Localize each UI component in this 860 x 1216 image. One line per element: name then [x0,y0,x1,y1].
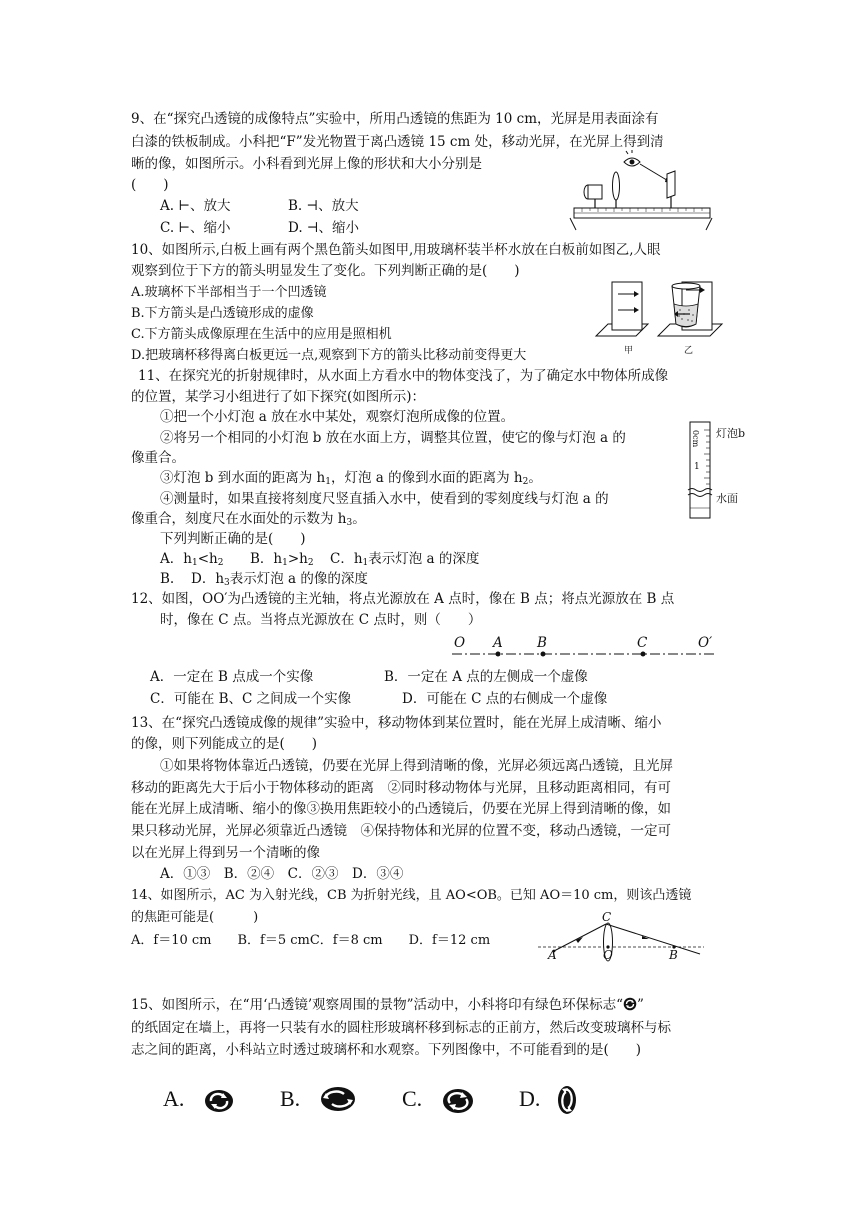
q9-optical-bench-figure [566,150,716,235]
q12-option-a: A．一定在 B 点成一个实像 [150,669,314,685]
q15-option-d-label: D. [519,1086,541,1111]
q11-step4b: 像重合，刻度尺在水面处的示数为 $h_3$。 [131,511,366,528]
q13-line3: ①如果将物体靠近凸透镜，仍要在光屏上得到清晰的像，光屏必须远离凸透镜，且光屏 [160,758,673,774]
q9-line1: 9、在“探究凸透镜的成像特点”实验中，所用凸透镜的焦距为 10 cm，光屏是用表面涂有 [131,111,659,127]
q11-step2a: ②将另一个相同的小灯泡 b 放在水面上方，调整其位置，使它的像与灯泡 a 的 [160,430,626,446]
label-jia: 甲 [624,346,634,356]
q13-line5: 能在光屏上成清晰、缩小的像③换用焦距较小的凸透镜后，仍要在光屏上得到清晰的像，如 [131,801,671,817]
q13-line1: 13、在“探究凸透镜成像的规律”实验中，移动物体到某位置时，能在光屏上成清晰、缩小 [131,715,662,731]
q9-option-a: A. ⊢、放大 [160,198,231,214]
q11-option-b-repeat: B. [160,571,175,587]
label-water-surface: 水面 [716,492,738,505]
ruler-zero-label: 0cm [691,430,700,448]
q10-whiteboard-glass-figure [594,276,734,356]
q11-prompt: 下列判断正确的是( ) [160,531,306,547]
ray-label-c: C [602,910,612,924]
q12-option-b: B．一定在 A 点的左侧成一个虚像 [384,669,588,685]
q12-option-d: D．可能在 C 点的右侧成一个虚像 [402,691,608,707]
ray-label-b: B [669,948,678,962]
q15-line2: 的纸固定在墙上，再将一只装有水的圆柱形玻璃杯移到标志的正前方，然后改变玻璃杯与标 [131,1020,671,1036]
q15-option-c-label: C. [402,1086,423,1111]
q14-options: A．f＝10 cm B．f＝5 cmC．f＝8 cm D．f＝12 cm [131,933,491,948]
q15-line1: 15、如图所示，在“用‘凸透镜’观察周围的景物”活动中，小科将印有绿色环保标志“ ” [131,997,644,1013]
q11-option-b: B．$h_1>h_2$ [250,551,314,568]
ruler-one-label: 1 [694,462,700,472]
q11-step1: ①把一个小灯泡 a 放在水中某处，观察灯泡所成像的位置。 [160,409,515,425]
q12-line1: 12、如图，OO′为凸透镜的主光轴，将点光源放在 A 点时，像在 B 点；将点光源放在 B 点 [131,591,675,607]
q9-line2: 白漆的铁板制成。小科把“F”发光物置于离凸透镜 15 cm 处，移动光屏，在光屏上得到清 [131,134,664,150]
q9-line3: 晰的像，如图所示。小科看到光屏上像的形状和大小分别是 [131,156,482,172]
q10-line1: 10、如图所示,白板上画有两个黑色箭头如图甲,用玻璃杯装半杯水放在白板前如图乙,人眼 [131,242,661,258]
axis-label-b: B [537,635,547,651]
label-yi: 乙 [684,346,694,356]
q13-line7: 以在光屏上得到另一个清晰的像 [131,845,320,861]
q15-line3: 志之间的距离，小科站立时透过玻璃杯和水观察。下列图像中，不可能看到的是( ) [131,1042,642,1058]
q15-option-b-image [320,1086,356,1112]
q11-option-c: C．$h_1$表示灯泡 a 的深度 [330,551,480,568]
recycle-logo-icon [623,997,637,1011]
q10-option-b: B.下方箭头是凸透镜形成的虚像 [131,306,314,321]
q11-step2b: 像重合。 [131,450,185,466]
label-bulb-b: 灯泡b [716,427,746,440]
q15-option-d-image [556,1085,578,1115]
q12-option-c: C．可能在 B、C 之间成一个实像 [150,691,352,707]
q13-line4: 移动的距离先大于后小于物体移动的距离 ②同时移动物体与光屏，且移动距离相同，有可 [131,780,671,796]
q13-line2: 的像，则下列能成立的是( ) [131,736,318,752]
q10-option-d: D.把玻璃杯移得离白板更远一点,观察到下方的箭头比移动前变得更大 [131,348,527,363]
q13-line6: 果只移动光屏，光屏必须靠近凸透镜 ④保持物体和光屏的位置不变，移动凸透镜，一定可 [131,823,671,839]
q11-step3: ③灯泡 b 到水面的距离为 $h_1$，灯泡 a 的像到水面的距离为 $h_2$。 [160,470,542,487]
q9-option-b: B. ⊣、放大 [288,198,359,214]
q10-option-a: A.玻璃杯下半部相当于一个凹透镜 [131,285,327,300]
q11-option-d: D．$h_3$表示灯泡 a 的像的深度 [191,571,368,588]
q10-line2: 观察到位于下方的箭头明显发生了变化。下列判断正确的是( ) [131,263,520,279]
q13-options: A．①③ B．②④ C．②③ D．③④ [160,866,404,882]
axis-label-a: A [493,635,503,651]
q14-line2: 的焦距可能是( ) [131,910,259,925]
axis-label-o: O [454,635,466,651]
axis-label-o-prime: O′ [698,635,713,651]
q11-line1: 11、在探究光的折射规律时，从水面上方看水中的物体变浅了，为了确定水中物体所成像 [138,368,669,384]
q10-option-c: C.下方箭头成像原理在生活中的应用是照相机 [131,327,392,342]
q15-option-b-label: B. [280,1086,301,1111]
q11-line2: 的位置，某学习小组进行了如下探究(如图所示)： [131,389,426,405]
q11-option-a: A．$h_1<h_2$ [160,551,224,568]
q14-lens-ray-figure [538,910,708,962]
q14-line1: 14、如图所示，AC 为入射光线，CB 为折射光线，且 AO<OB。已知 AO＝10 cm，则该凸透镜 [131,888,692,903]
q15-option-c-image [442,1088,474,1114]
q12-line2: 时，像在 C 点。当将点光源放在 C 点时，则（ ） [160,612,482,628]
q15-option-a-image [204,1089,234,1113]
q9-bracket: ( ) [131,177,169,193]
ray-label-o: O [603,948,613,962]
ray-label-a: A [548,948,557,962]
q9-option-d: D. ⊣、缩小 [288,220,360,236]
axis-label-c: C [637,635,648,651]
q9-option-c: C. ⊢、缩小 [160,220,231,236]
q15-option-a-label: A. [163,1086,185,1111]
q11-step4a: ④测量时，如果直接将刻度尺竖直插入水中，使看到的零刻度线与灯泡 a 的 [160,491,609,507]
eye-icon [624,150,640,166]
